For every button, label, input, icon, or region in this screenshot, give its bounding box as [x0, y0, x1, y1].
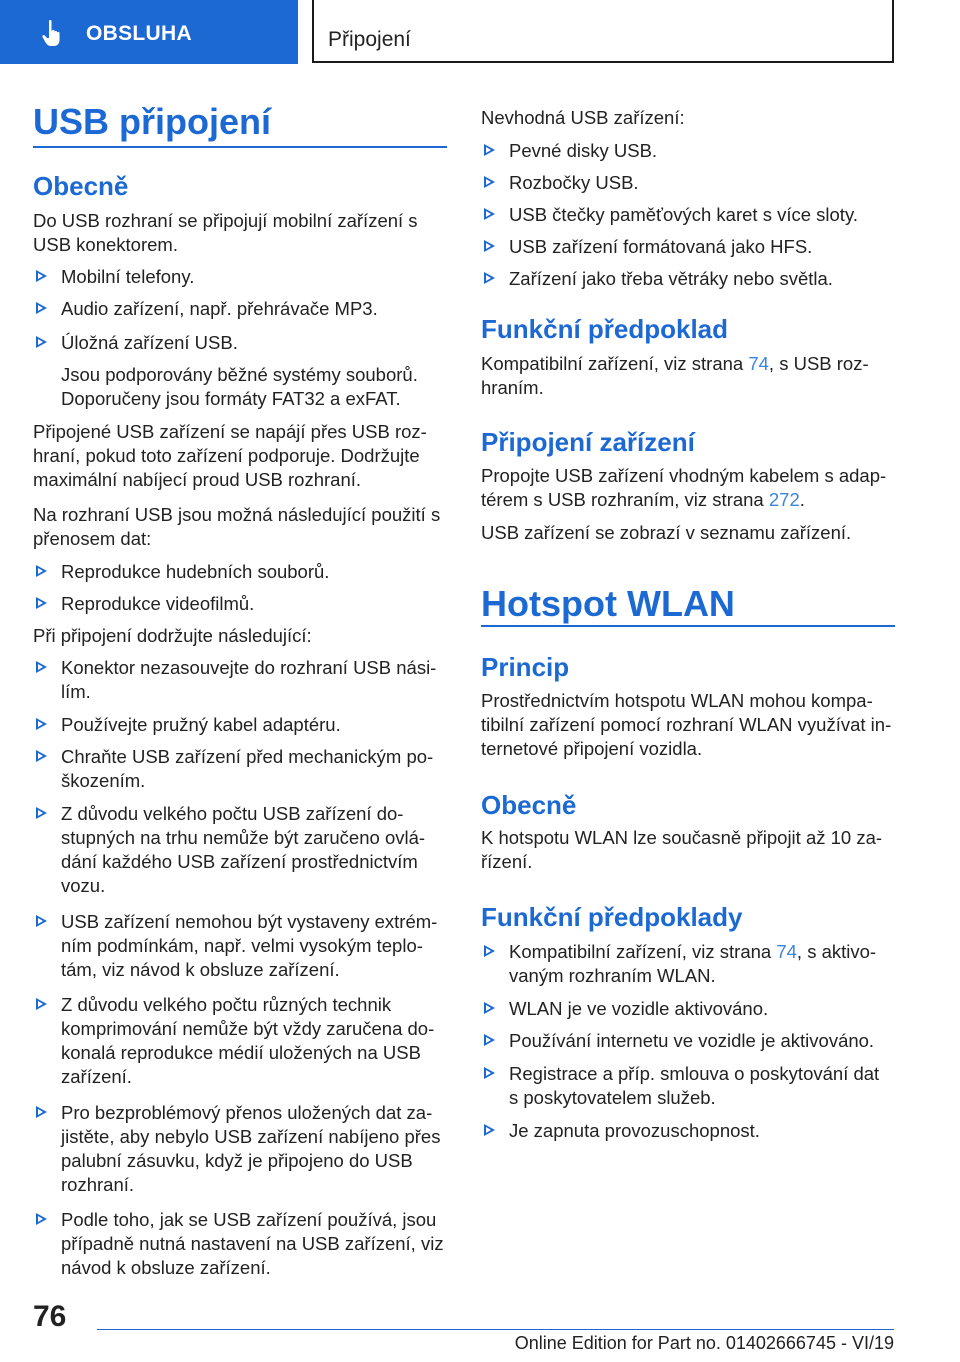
bullet-triangle-icon [36, 1106, 47, 1118]
page-link[interactable]: 74 [748, 353, 769, 374]
section-tab-label: OBSLUHA [86, 22, 192, 45]
bullet-triangle-icon [36, 750, 47, 762]
bullet-triangle-icon [484, 1002, 495, 1014]
obecne-wlan-paragraph: K hotspotu WLAN lze současně připojit až 10 za- řízení. [481, 827, 883, 872]
bullet-triangle-icon [36, 661, 47, 673]
title-rule [481, 625, 895, 627]
pripojeni-paragraph: Propojte USB zařízení vhodným kabelem s adap- térem s USB rozhraním, viz strana 272. [481, 465, 887, 510]
device-list-paragraph: USB zařízení se zobrazí v seznamu zařízení. [481, 522, 852, 543]
princip-paragraph: Prostřednictvím hotspotu WLAN mohou kompa- tibilní zařízení pomocí rozhraní WLAN využívat in- ternetové připojení vozidla. [481, 690, 892, 759]
bullet-triangle-icon [36, 565, 47, 577]
bullet-triangle-icon [36, 302, 47, 314]
bullet-triangle-icon [484, 272, 495, 284]
bullet-triangle-icon [484, 1067, 495, 1079]
bullet-triangle-icon [36, 597, 47, 609]
bullet-triangle-icon [36, 1213, 47, 1225]
bullet-triangle-icon [484, 240, 495, 252]
connection-paragraph: Při připojení dodržujte následující: [33, 625, 312, 646]
edition-text: Online Edition for Part no. 01402666745 - VI/19 [514, 1333, 894, 1353]
footer-rule [97, 1329, 894, 1330]
page-number: 76 [33, 1300, 67, 1333]
bullet-triangle-icon [484, 1034, 495, 1046]
section-tab[interactable] [0, 0, 298, 64]
section-heading-obecne: Obecně [33, 171, 129, 201]
bullet-triangle-icon [484, 1124, 495, 1136]
predpoklad-paragraph: Kompatibilní zařízení, viz strana 74, s USB roz- hraním. [481, 353, 869, 398]
note-paragraph: Jsou podporovány běžné systémy souborů. Doporučeny jsou formáty FAT32 a exFAT. [61, 364, 418, 409]
page-link[interactable]: 272 [768, 489, 800, 510]
bullet-triangle-icon [36, 915, 47, 927]
bullet-triangle-icon [484, 208, 495, 220]
bullet-triangle-icon [484, 176, 495, 188]
bullet-triangle-icon [484, 945, 495, 957]
page-link[interactable]: 74 [776, 941, 797, 962]
section-title-hotspot: Hotspot WLAN [481, 583, 735, 624]
title-rule [33, 146, 447, 148]
bullet-triangle-icon [36, 718, 47, 730]
section-heading-obecne-wlan: Obecně [481, 790, 577, 820]
intro-paragraph: Do USB rozhraní se připojují mobilní zařízení s USB konektorem. [33, 210, 418, 255]
bullet-triangle-icon [36, 270, 47, 282]
bullet-triangle-icon [36, 336, 47, 348]
chapter-header [312, 0, 894, 63]
power-paragraph: Připojené USB zařízení se napájí přes USB roz- hraní, pokud toto zařízení podporuje. Dodržujte maximální nabíjecí proud USB rozhraní. [33, 421, 427, 490]
bullet-triangle-icon [484, 144, 495, 156]
usage-paragraph: Na rozhraní USB jsou možná následující použití s přenosem dat: [33, 504, 441, 549]
bullet-triangle-icon [36, 998, 47, 1010]
page-title: USB připojení [33, 101, 272, 142]
section-heading-pripojeni: Připojení zařízení [481, 427, 695, 457]
section-heading-predpoklad: Funkční předpoklad [481, 314, 729, 344]
hand-pointer-icon [38, 18, 68, 48]
section-heading-princip: Princip [481, 652, 570, 682]
chapter-title: Připojení [328, 28, 411, 51]
section-heading-predpoklady: Funkční předpoklady [481, 902, 743, 932]
bullet-triangle-icon [36, 807, 47, 819]
unsuitable-intro: Nevhodná USB zařízení: [481, 107, 685, 128]
